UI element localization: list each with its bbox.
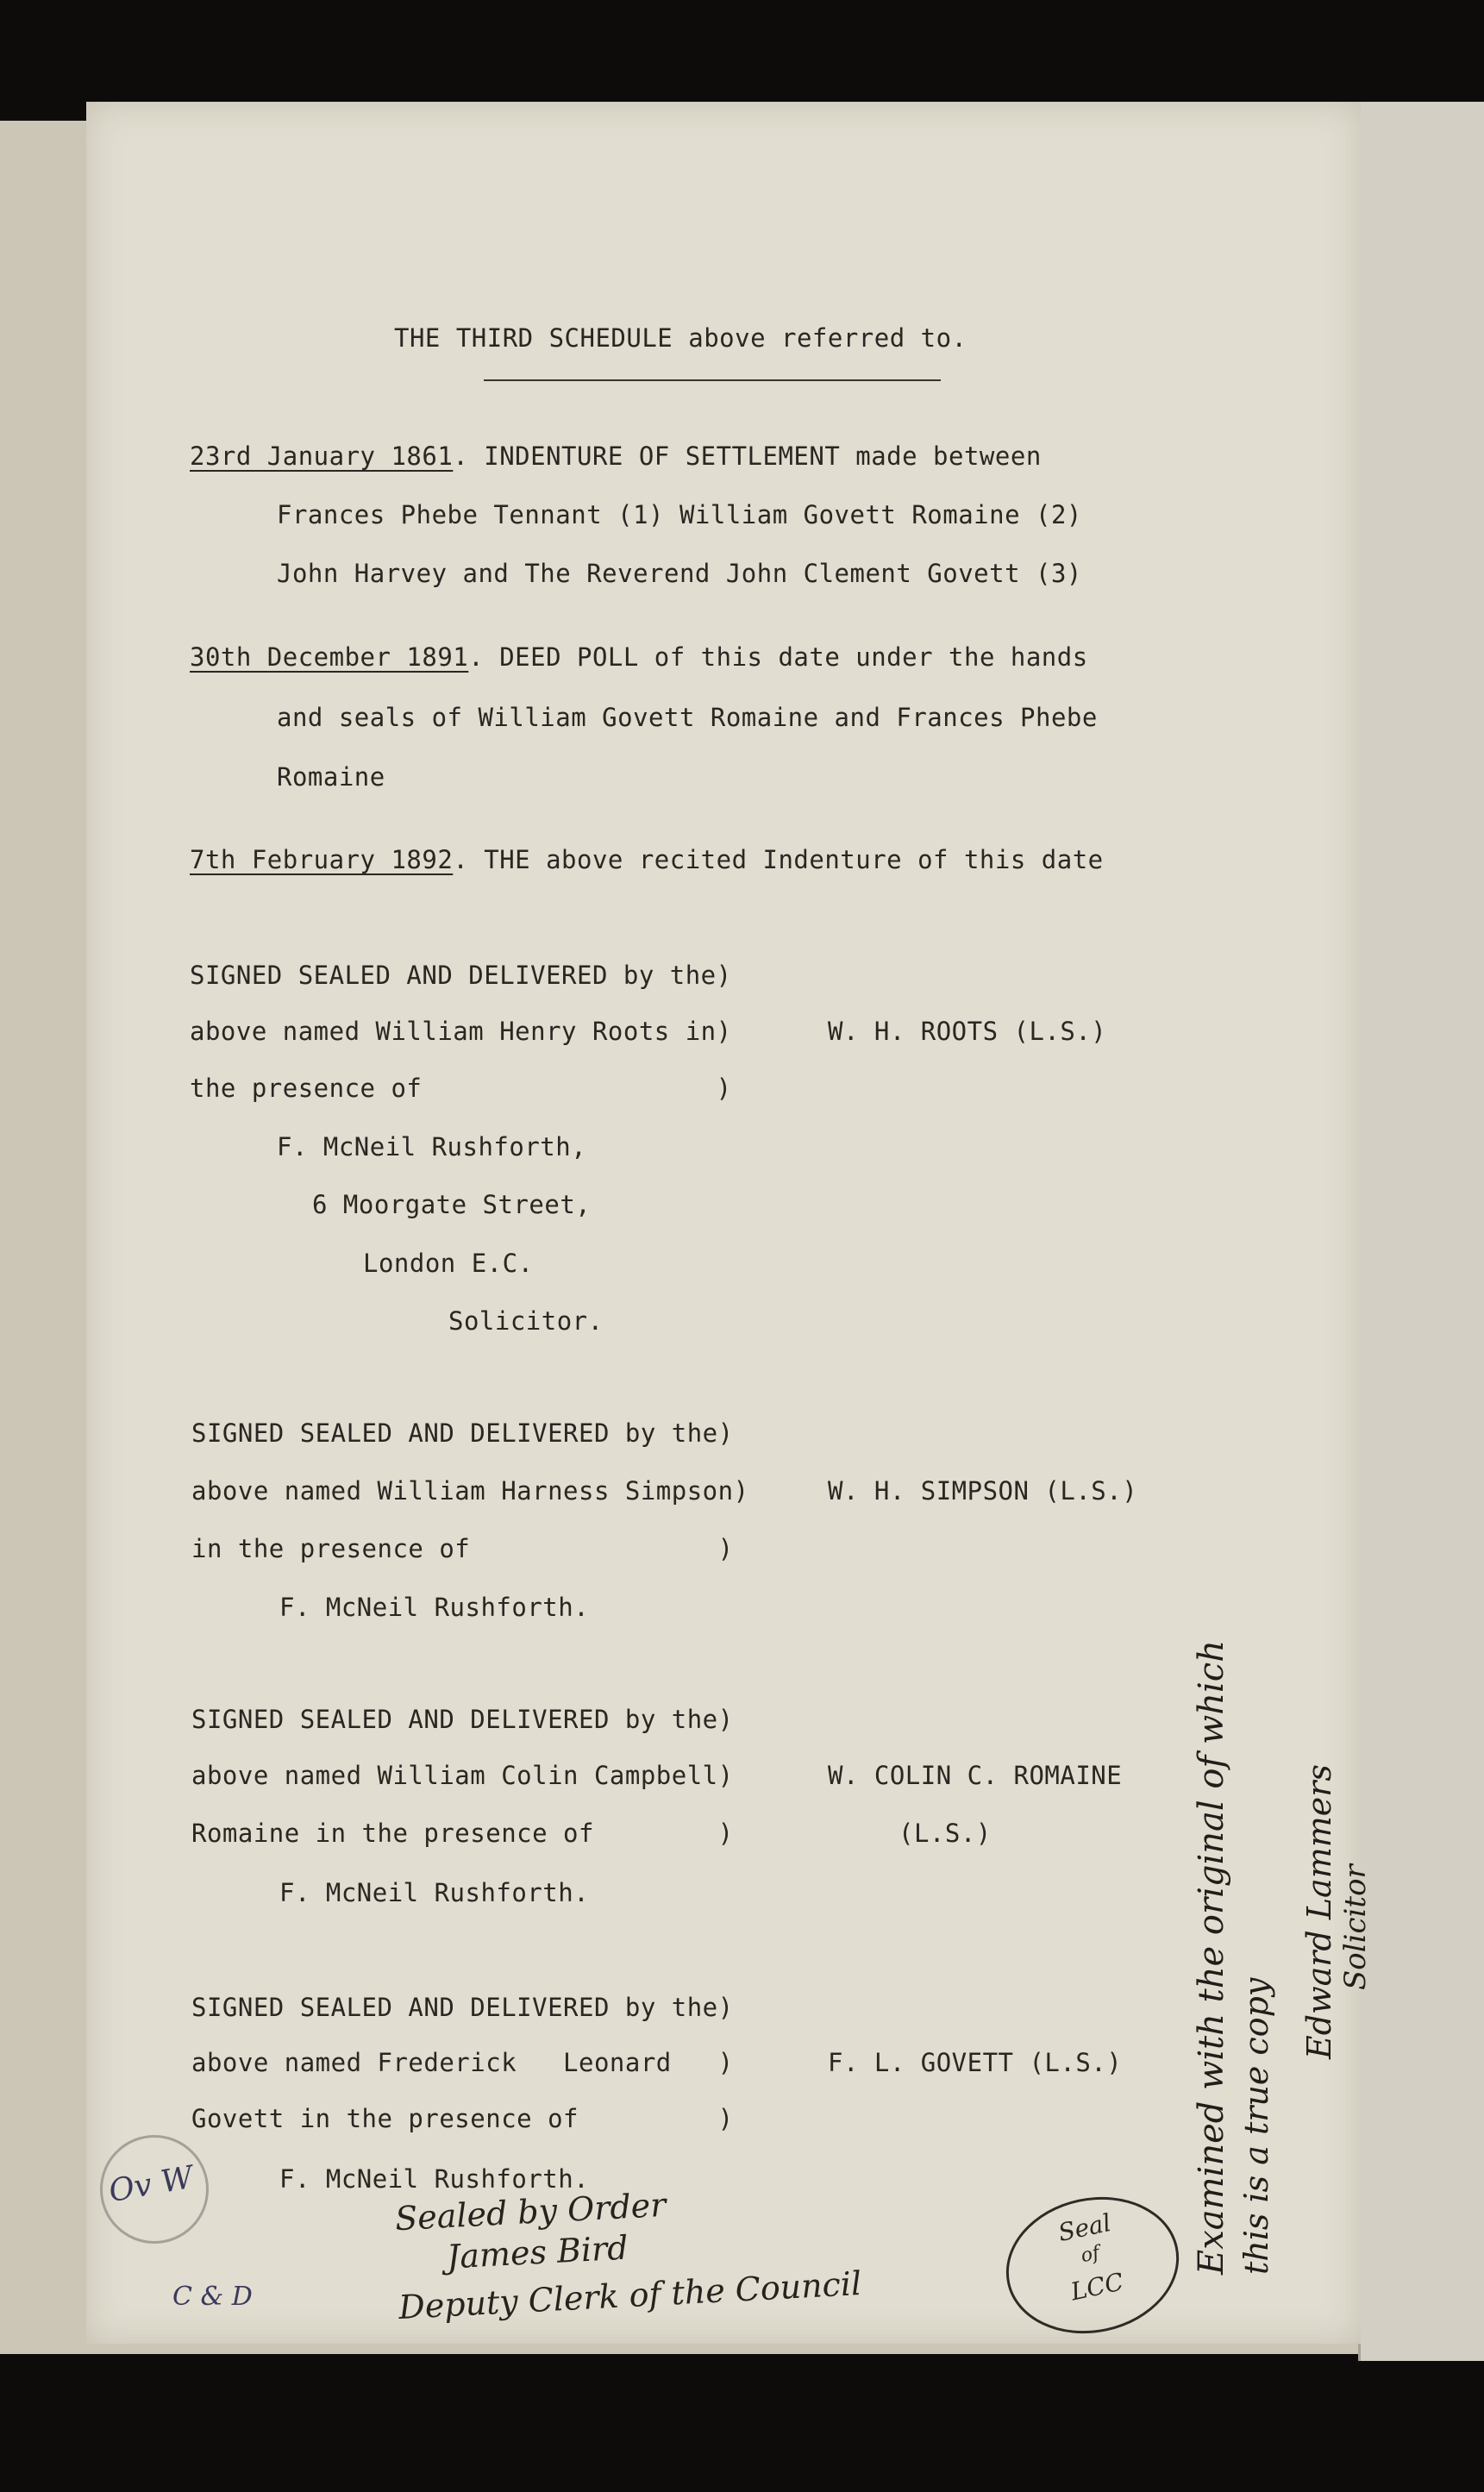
- entry-text: . THE above recited Indenture of this date: [453, 845, 1104, 874]
- signature-clause-line: in the presence of ): [191, 1534, 734, 1563]
- seal-text: Seal: [1055, 2207, 1114, 2247]
- examined-note: Examined with the original of which: [1192, 1640, 1231, 2275]
- solicitor-title: Solicitor: [1338, 1864, 1373, 1990]
- schedule-title: THE THIRD SCHEDULE above referred to.: [394, 323, 967, 353]
- signature-clause-line: above named William Colin Campbell): [191, 1761, 734, 1790]
- witness-line: F. McNeil Rushforth.: [279, 1593, 590, 1622]
- clerk-signature: James Bird: [445, 2228, 629, 2276]
- sealed-by-order-note: Sealed by Order: [394, 2185, 667, 2238]
- signer-name: W. H. ROOTS (L.S.): [828, 1017, 1107, 1046]
- witness-line: London E.C.: [363, 1249, 534, 1278]
- schedule-entry: [190, 845, 1104, 874]
- signature-clause-line: SIGNED SEALED AND DELIVERED by the): [191, 1705, 734, 1734]
- entry-text: Frances Phebe Tennant (1) William Govett Romaine (2): [277, 500, 1082, 529]
- entry-text: . INDENTURE OF SETTLEMENT made between: [453, 441, 1042, 471]
- solicitor-signature: Edward Lammers: [1300, 1764, 1338, 2059]
- witness-line: F. McNeil Rushforth.: [279, 1878, 590, 1907]
- stamp-initials: Ov W: [106, 2159, 197, 2210]
- entry-date: 30th December 1891: [190, 642, 469, 672]
- signature-clause-line: above named Frederick Leonard ): [191, 2048, 734, 2077]
- document-page: [86, 102, 1373, 2344]
- signature-clause-line: SIGNED SEALED AND DELIVERED by the): [191, 1418, 734, 1448]
- entry-text: Romaine: [277, 762, 385, 792]
- schedule-entry: [190, 441, 1042, 471]
- title-underline: [484, 379, 941, 381]
- lcc-seal: [993, 2182, 1192, 2350]
- seal-text: LCC: [1068, 2267, 1126, 2307]
- clerk-title-note: Deputy Clerk of the Council: [398, 2263, 863, 2327]
- witness-line: F. McNeil Rushforth,: [277, 1132, 587, 1161]
- entry-date: 23rd January 1861: [190, 441, 454, 471]
- entry-text: . DEED POLL of this date under the hands: [468, 642, 1088, 672]
- signature-clause-line: Romaine in the presence of ): [191, 1819, 734, 1848]
- signer-name: F. L. GOVETT (L.S.): [828, 2048, 1123, 2077]
- signature-clause-line: above named William Harness Simpson): [191, 1476, 749, 1506]
- signer-name: W. COLIN C. ROMAINE: [828, 1761, 1123, 1790]
- signature-clause-line: SIGNED SEALED AND DELIVERED by the): [191, 1993, 734, 2022]
- entry-text: John Harvey and The Reverend John Clement Govett (3): [277, 559, 1082, 588]
- corner-initials: C & D: [172, 2282, 253, 2312]
- witness-line: F. McNeil Rushforth.: [279, 2164, 590, 2194]
- signer-name: W. H. SIMPSON (L.S.): [828, 1476, 1138, 1506]
- signature-clause-line: above named William Henry Roots in): [190, 1017, 732, 1046]
- witness-line: 6 Moorgate Street,: [312, 1190, 592, 1219]
- schedule-entry: [190, 642, 1088, 672]
- signature-clause-line: the presence of ): [190, 1074, 732, 1103]
- facing-page-edge: [1358, 102, 1484, 2361]
- entry-text: and seals of William Govett Romaine and Frances Phebe: [277, 703, 1098, 732]
- witness-line: Solicitor.: [448, 1306, 604, 1336]
- signature-clause-line: SIGNED SEALED AND DELIVERED by the): [190, 961, 732, 990]
- entry-date: 7th February 1892: [190, 845, 454, 874]
- seal-text: of: [1079, 2242, 1102, 2268]
- signer-suffix: (L.S.): [899, 1819, 992, 1848]
- signature-clause-line: Govett in the presence of ): [191, 2104, 734, 2133]
- true-copy-note: this is a true copy: [1237, 1977, 1275, 2275]
